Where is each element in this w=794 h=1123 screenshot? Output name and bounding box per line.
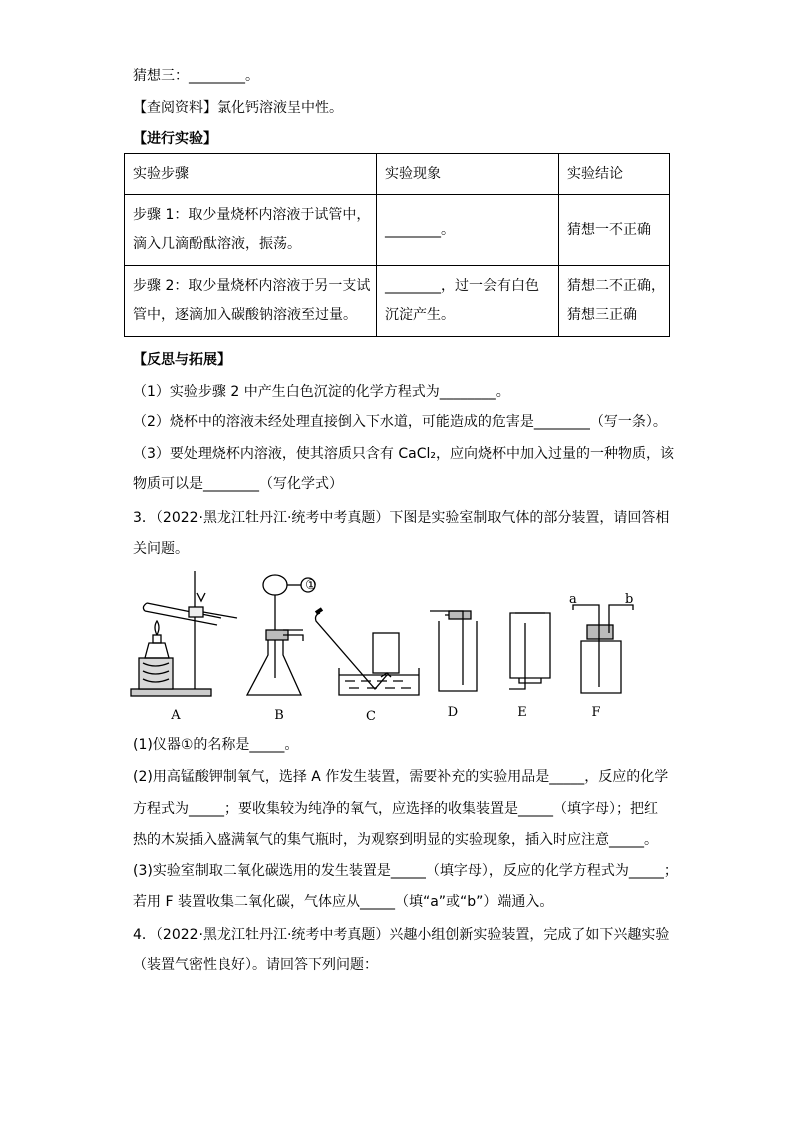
apparatus-f: [573, 605, 633, 693]
sub-question-3-line2: 若用 F 装置收集二氧化碳，气体应从_____（填“a”或“b”）端通入。: [133, 894, 554, 910]
row1-conclusion: 猜想一不正确: [559, 195, 670, 266]
problem-3-line2: 关问题。: [133, 541, 189, 557]
question-1: （1）实验步骤 2 中产生白色沉淀的化学方程式为________。: [133, 384, 510, 400]
label-c: C: [366, 709, 376, 724]
apparatus-e: [509, 613, 550, 689]
label-e: E: [517, 705, 527, 720]
row2-phenomenon: ________，过一会有白色 沉淀产生。: [377, 266, 559, 337]
apparatus-b: [247, 575, 315, 695]
sub-question-2-line3: 热的木炭插入盛满氧气的集气瓶时，为观察到明显的实验现象，插入时应注意_____。: [133, 832, 658, 848]
instrument-mark-label: ①: [305, 578, 317, 593]
label-d: D: [447, 705, 459, 720]
label-a: A: [171, 708, 181, 723]
problem-3-line1: 3．（2022·黑龙江牡丹江·统考中考真题）下图是实验室制取气体的部分装置，请回答相: [133, 510, 670, 526]
header-step: 实验步骤: [125, 154, 377, 195]
apparatus-c: [316, 609, 420, 695]
header-phenomenon: 实验现象: [377, 154, 559, 195]
table-row: [125, 266, 670, 337]
sub-question-3-line1: (3)实验室制取二氧化碳选用的发生装置是_____（填字母），反应的化学方程式为_____；: [133, 863, 678, 879]
sub-question-2-line2: 方程式为_____；要收集较为纯净的氧气，应选择的收集装置是_____（填字母）；把红: [133, 801, 658, 817]
table-header-row: [125, 154, 670, 195]
header-conclusion: 实验结论: [559, 154, 670, 195]
row2-conclusion: 猜想二不正确， 猜想三正确: [559, 266, 670, 337]
question-3-line2: 物质可以是________（写化学式）: [133, 476, 343, 492]
row1-phenomenon: ________。: [377, 195, 559, 266]
conduct-experiment-heading: 【进行实验】: [133, 131, 217, 147]
label-f: F: [591, 705, 601, 720]
question-3-line1: （3）要处理烧杯内溶液，使其溶质只含有 CaCl₂，应向烧杯中加入过量的一种物质，该: [133, 446, 674, 462]
apparatus-a: [131, 571, 237, 696]
guess-three: 猜想三：________。: [133, 68, 259, 84]
apparatus-d: [430, 611, 477, 691]
row1-step: 步骤 1：取少量烧杯内溶液于试管中， 滴入几滴酚酞溶液，振荡。: [125, 195, 377, 266]
problem-4-line2: （装置气密性良好）。请回答下列问题：: [133, 957, 378, 973]
sub-question-1: (1)仪器①的名称是_____。: [133, 737, 299, 753]
question-2: （2）烧杯中的溶液未经处理直接倒入下水道，可能造成的危害是________（写一条）。: [133, 414, 667, 430]
label-b: B: [274, 708, 284, 723]
port-a-label: a: [569, 592, 577, 607]
table-row: [125, 195, 670, 266]
experiment-table: [124, 153, 670, 337]
reflect-heading: 【反思与拓展】: [133, 352, 231, 368]
port-b-label: b: [625, 592, 634, 607]
lab-apparatus-figure: [125, 563, 670, 728]
row2-step: 步骤 2：取少量烧杯内溶液于另一支试 管中，逐滴加入碳酸钠溶液至过量。: [125, 266, 377, 337]
sub-question-2-line1: (2)用高锰酸钾制氧气，选择 A 作发生装置，需要补充的实验用品是_____，反应的化学: [133, 769, 669, 785]
problem-4-line1: 4．（2022·黑龙江牡丹江·统考中考真题）兴趣小组创新实验装置，完成了如下兴趣实验: [133, 927, 670, 943]
lookup-info: 【查阅资料】氯化钙溶液呈中性。: [133, 100, 343, 116]
